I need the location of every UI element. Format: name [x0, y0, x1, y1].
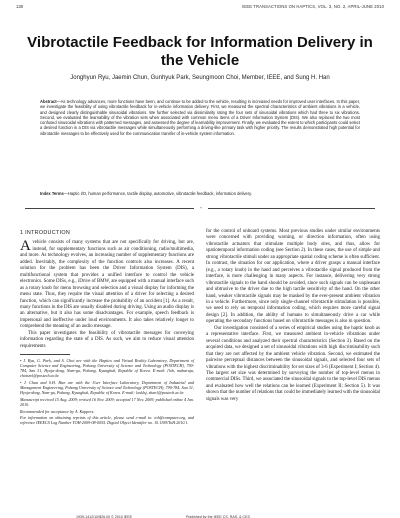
abstract	[40, 99, 360, 136]
right-column	[206, 229, 380, 403]
right-paragraph-2: Our investigation consisted of a series of empirical studies using the haptic knob as a representative interface. First, we measured ambient in-vehicle vibrations under several conditions and analyzed their spectral characteristics (Section 3). Based on the acquired data, we designed a set of sinusoidal vibrations with high discriminability such that they are not affected by the ambient vehicle vibration. Second, we estimated the pairwise perceptual distances between the sinusoidal signals, and selected four sets of vibrations with the highest discriminability for set sizes of 3-6 (Experiment I; Section 4). The largest set size was determined by surveying the number of top-level menus in commercial DISs. Third, we associated the sinusoidal signals to the top-level DIS menus and evaluated how well the relations can be learned (Experiment II; Section 5). It was shown that the number of relations that could be immediately learned with the sinusoidal signals was very	[206, 325, 380, 402]
footnote-divider	[20, 354, 70, 355]
copyright-code: 1939-1412/10/$26.00 © 2010 IEEE	[76, 515, 132, 518]
right-paragraph-1: for the control of onboard systems. Most previous studies under similar environments were concerned with providing warning, or direction information, often using vibrotactile actuators that stimulate multiple body sites, and thus, allow for spatiotemporal information coding (see Section 2). In these cases, the use of simple and strong vibrotactile stimuli under an appropriate spatial coding scheme is often sufficient. In contrast, the situation for our application, where a driver grasps a manual interface (e.g., a rotary knob) in the hand and perceives a vibrotactile signal produced from the interface, is more challenging in many aspects. For instance, delivering very strong vibrotactile signals to the hand should be avoided, since such signals can be unpleasant and obtrusive to the driver due to the high tactile sensitivity of the hand. On the other hand, weaker vibrotactile signals may be masked by the ever-present ambient vibration in a vehicle. Furthermore, since only single-channel vibrotactile stimulation is possible, we need to rely on temporal information coding, which requires more careful signal design [2]. In addition, the ability of humans to simultaneously drive a car while operating the secondary functions based on vibrotactile messages is also in question.	[206, 229, 380, 325]
running-header	[16, 4, 384, 12]
divider-ornament: +	[194, 206, 208, 210]
footnote-affiliation-1: • J. Ryu, G. Park, and S. Choi are with the Haptics and Virtual Reality Laboratory, Department of Computer Science and Engineering, Pohang University of Science and Technology (POSTECH), 790-784, San 31, Hyoja-dong, Nam-gu, Pohang, Kyungbuk, Republic of Korea. E-mail: {lob, maharaja, choism}@postech.ac.kr.	[20, 358, 194, 379]
footnote-manuscript: Manuscript received 15 Aug. 2009; revised 16 Nov. 2009; accepted 17 Nov. 2009; published online 4 Jan. 2010.	[20, 396, 194, 407]
publisher-line: Published by the IEEE CS, RAS, & CES	[186, 515, 250, 518]
left-column	[20, 230, 194, 427]
paper-title: Vibrotactile Feedback for Information Delivery in the Vehicle	[27, 34, 373, 69]
drop-cap: A	[20, 238, 31, 255]
intro-paragraph-1	[20, 240, 194, 330]
abstract-label: Abstract	[40, 99, 57, 104]
intro-paragraph-2: This paper investigates the feasibility of vibrotactile messages for conveying information regarding the state of a DIS. As such, we aim to reduce visual attention requirements	[20, 330, 194, 349]
author-list: Jonghyun Ryu, Jaemin Chun, Gunhyuk Park, Seungmoon Choi, Member, IEEE, and Sung H. Han	[70, 75, 330, 81]
page-number: 138	[16, 4, 23, 9]
index-terms	[40, 191, 360, 196]
footnote-reprints: For information on obtaining reprints of this article, please send e-mail to: toh@computer.org, and reference IEEECS Log Number TOH-2009-08-0055. Digital Object Identifier no. 10.1109/ToH.2010.1.	[20, 415, 194, 426]
footnote-affiliation-2: • J. Chun and S.H. Han are with the User Interface Laboratory, Department of Industrial and Management Engineering, Pohang University of Science and Technology (POSTECH), 790-784, San 31, Hyoja-dong, Nam-gu, Pohang, Kyungbuk, Republic of Korea. E-mail: {asklsj, shan}@postech.ac.kr.	[20, 380, 194, 396]
intro-paragraph-1-text: vehicle consists of many systems that are not specifically for driving, but are, instead, for supplementary functions such as air conditioning, radio/multimedia, and more. As technology evolves, an increasing number of supplementary functions are added. Inevitably, the complexity of the function controls also increases. A recent solution for the problem has been the Driver Information System (DIS), a multifunctional system that provides a unified interface to control the vehicle electronics. Some DISs, e.g., iDrive of BMW, are equipped with a manual interface such as a rotary knob for menu browsing and selection and a visual display for informing the menu state. Thus, they require the visual attention of a driver for selecting a desired function, which can significantly increase the probability of an accident [1]. As a result, many functions in the DIS are usually disabled during driving. Using an audio display is an alternative, but it also has some disadvantages. For example, speech feedback is impersonal and ineffective under loud environments. It also takes relatively longer to comprehend the meaning of an audio message.	[20, 240, 194, 330]
index-terms-label: Index Terms	[40, 191, 64, 196]
abstract-text: —As technology advances, more functions have been, and continue to be added to the vehicle, resulting in increased needs for improved user interfaces. In this paper, we investigate the feasibility of using vibrotactile feedback for in-vehicle information delivery. First, we measured the spectral characteristics of ambient vibrations in a vehicle, and designed clearly distinguishable sinusoidal vibrations. We further selected via dissimilarity rating the four sets of sinusoidal vibrations which had three to six vibrations. Second, we evaluated the learnability of the vibration sets when associated with common menu items of a Driver Information System (DIS). We also replaced the two most confused sinusoidal vibrations with patterned messages, and assessed the degree of learnability improvement. Finally, we evaluated the extent to which participants could select a desired function in a DIS via vibrotactile messages while simultaneously performing a driving-like primary task with higher priority. The results demonstrated high potential for vibrotactile messages to be effectively used for the communication transfer of in-vehicle system information.	[40, 99, 360, 136]
footnote-recommended: Recommended for acceptance by A. Kappers.	[20, 408, 95, 414]
index-terms-text: —Haptic I/O, human performance, tactile display, automotive, vibrotactile feedback, information delivery.	[63, 191, 253, 196]
footnotes	[20, 358, 194, 425]
journal-name: IEEE TRANSACTIONS ON HAPTICS, VOL. 3, NO. 2, APRIL-JUNE 2010	[242, 4, 384, 9]
section-heading: 1 INTRODUCTION	[20, 230, 71, 236]
